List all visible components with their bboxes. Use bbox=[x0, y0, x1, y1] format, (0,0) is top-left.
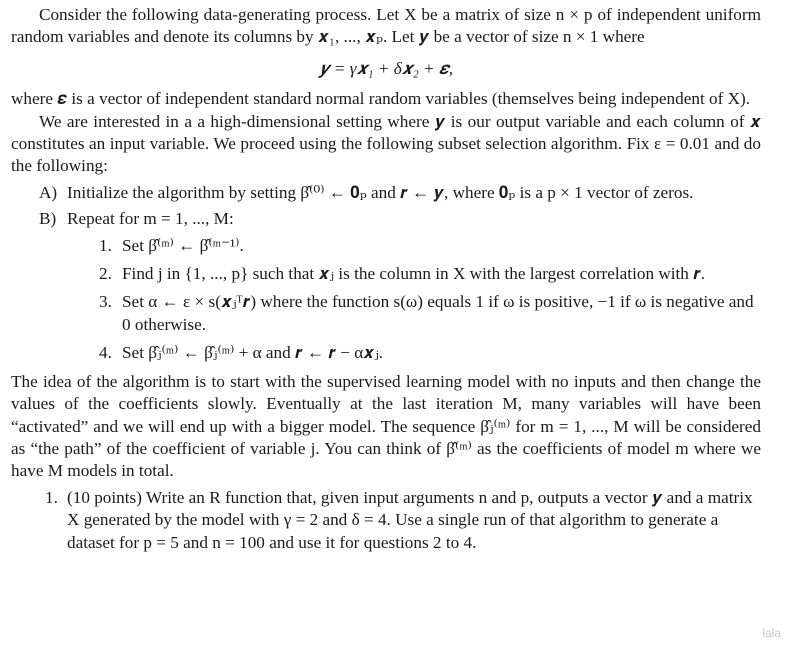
question-label: 1. bbox=[45, 487, 58, 507]
substep-item bbox=[11, 291, 761, 336]
algorithm-steps bbox=[11, 182, 761, 231]
step-text: Repeat for m = 1, ..., M: bbox=[67, 209, 234, 229]
substep-label: 3. bbox=[99, 292, 112, 312]
setting-paragraph: We are interested in a a high-dimensional setting where 𝒚 is our output variable and each column of 𝒙 constitutes an input variable. We proceed using the following subset selection algorithm. Fix ε = 0.01 and do the following: bbox=[11, 111, 761, 176]
substep-item bbox=[11, 263, 761, 285]
step-label: B) bbox=[39, 209, 57, 229]
watermark-text: lala bbox=[762, 625, 781, 640]
substep-text: Find j in {1, ..., p} such that 𝒙ⱼ is the column in X with the largest correlation with 𝒓. bbox=[122, 264, 706, 284]
step-item bbox=[11, 182, 761, 204]
step-text: Initialize the algorithm by setting β̂⁽⁰⁾ ← 𝟎ₚ and 𝒓 ← 𝒚, where 𝟎ₚ is a p × 1 vector of zeros. bbox=[67, 182, 694, 202]
document-page bbox=[11, 4, 761, 554]
substep-item bbox=[11, 235, 761, 257]
question-text: (10 points) Write an R function that, given input arguments n and p, outputs a vector 𝒚 and a matrix X generated by the model with γ = 2 and δ = 4. Use a single run of that algorithm to generate a dataset for p = 5 and n = 100 and use it for questions 2 to 4. bbox=[67, 487, 753, 552]
noise-paragraph: where 𝜺 is a vector of independent standard normal random variables (themselves being independent of X). bbox=[11, 89, 751, 109]
step-item bbox=[11, 208, 761, 230]
substep-text: Set β̂ⱼ⁽ᵐ⁾ ← β̂ⱼ⁽ᵐ⁾ + α and 𝒓 ← 𝒓 − α𝒙ⱼ. bbox=[122, 343, 384, 363]
substep-label: 4. bbox=[99, 343, 112, 363]
repeat-substeps bbox=[11, 235, 761, 365]
substep-label: 2. bbox=[99, 264, 112, 284]
substep-text: Set α ← ε × s(𝒙ⱼᵀ𝒓) where the function s(ω) equals 1 if ω is positive, −1 if ω is negative and 0 otherwise. bbox=[122, 292, 754, 334]
question-item bbox=[11, 487, 761, 554]
model-equation: 𝒚 = γ𝒙₁ + δ𝒙₂ + 𝜺, bbox=[318, 58, 454, 78]
step-label: A) bbox=[39, 182, 58, 202]
idea-paragraph: The idea of the algorithm is to start with the supervised learning model with no inputs and then change the values of the coefficients slowly. Eventually at the last iteration M, many variables will have been “activated” and we will end up with a bigger model. The sequence β̂ⱼ⁽ᵐ⁾ for m = 1, ..., M will be considered as “the path” of the coefficient of variable j. You can think of β̂⁽ᵐ⁾ as the coefficients of model m where we have M models in total. bbox=[11, 371, 761, 481]
intro-paragraph: Consider the following data-generating process. Let X be a matrix of size n × p of independent uniform random variables and denote its columns by 𝒙₁, ..., 𝒙ₚ. Let 𝒚 be a vector of size n × 1 where bbox=[11, 5, 761, 47]
substep-item bbox=[11, 342, 761, 364]
substep-label: 1. bbox=[99, 235, 112, 255]
substep-text: Set β̂⁽ᵐ⁾ ← β̂⁽ᵐ⁻¹⁾. bbox=[122, 235, 244, 255]
